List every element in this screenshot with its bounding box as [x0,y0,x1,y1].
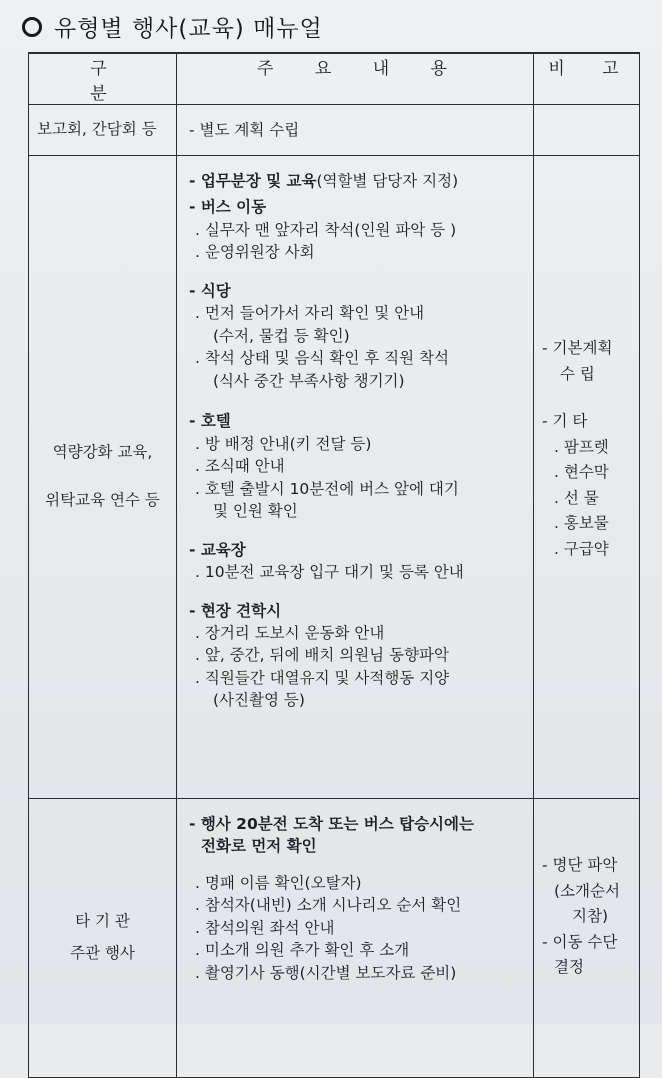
section-heading: - 현장 견학시 [189,601,282,620]
table-row [29,156,640,799]
list-item: . 장거리 도보시 운동화 안내 [195,623,385,642]
note-cell [534,156,640,799]
note-line: . 팜프렛 [554,437,609,456]
list-item: . 먼저 들어가서 자리 확인 및 안내 [195,304,425,323]
section-heading: - 교육장 [189,540,246,559]
section-heading-suffix: (역할별 담당자 지정) [316,172,459,190]
note-cell [534,799,640,1078]
list-item: . 직원들간 대열유지 및 사적행동 지양 [195,668,450,687]
list-item: . 실무자 맨 앞자리 착석(인원 파악 등 ) [195,220,457,239]
document-title [22,10,323,43]
note-line: - 명단 파악 [542,856,618,874]
table-row [29,799,640,1078]
note-line: - 기 타 [542,412,588,431]
note-line: 지참) [572,907,608,926]
list-item: . 호텔 출발시 10분전에 버스 앞에 대기 [195,479,459,498]
circle-bullet-icon [22,17,42,37]
category-cell [29,156,177,799]
section-heading: - 호텔 [189,412,231,431]
section-heading: 전화로 먼저 확인 [201,837,317,856]
list-item: . 명패 이름 확인(오탈자) [195,873,362,892]
list-item: . 촬영기사 동행(시간별 보도자료 준비) [195,963,457,982]
note-line: (소개순서 [554,881,620,900]
list-item: . 참석자(내빈) 소개 시나리오 순서 확인 [195,896,462,915]
list-item: . 방 배정 안내(키 전달 등) [195,434,372,453]
list-item: . 미소개 의원 추가 확인 후 소개 [195,941,410,960]
content-cell [177,799,534,1078]
list-item: . 참석의원 좌석 안내 [195,918,335,937]
category-line: 주관 행사 [70,944,135,962]
list-item: (식사 중간 부족사항 챙기기) [213,371,405,390]
list-item: . 조식때 안내 [195,457,285,476]
title-text: 유형별 행사(교육) 매뉴얼 [54,16,323,42]
header-note: 비 고 [534,53,640,105]
header-content: 주 요 내 용 [177,53,534,105]
note-line: . 현수막 [554,463,609,482]
note-line: . 홍보물 [554,514,609,533]
content-cell [177,105,534,156]
category-cell [29,799,177,1078]
section-heading: - 행사 20분전 도착 또는 버스 탑승시에는 [189,815,474,833]
section-heading: - 업무분장 및 교육 [189,172,317,190]
list-item: . 10분전 교육장 입구 대기 및 등록 안내 [195,563,464,582]
note-line: 결정 [554,958,584,977]
list-item: 및 인원 확인 [213,502,298,521]
header-category: 구 분 [29,53,177,105]
section-heading: - 버스 이동 [189,198,267,217]
note-line: . 구급약 [554,539,609,558]
category-line: 역량강화 교육, [52,443,153,462]
note-line: - 이동 수단 [542,932,618,951]
list-item: . 운영위원장 사회 [195,243,315,262]
list-item: (사진촬영 등) [213,691,305,710]
note-line: 수 립 [560,364,595,383]
list-item: . 착석 상태 및 음식 확인 후 직원 착석 [195,349,449,368]
list-item: . 앞, 중간, 뒤에 배치 의원님 동향파악 [195,646,449,665]
table-header-row [29,53,640,105]
section-heading: - 식당 [189,281,231,300]
list-item: (수저, 물컵 등 확인) [213,326,350,345]
note-cell [534,105,640,156]
category-line: 타 기 관 [75,912,130,931]
table-row [29,105,640,156]
manual-table [28,52,640,1078]
content-line: - 별도 계획 수립 [189,120,300,139]
category-cell: 보고회, 간담회 등 [29,105,177,156]
category-line: 위탁교육 연수 등 [45,491,160,509]
note-line: . 선 물 [554,488,599,507]
note-line: - 기본계획 [542,339,613,357]
content-cell [177,156,534,799]
